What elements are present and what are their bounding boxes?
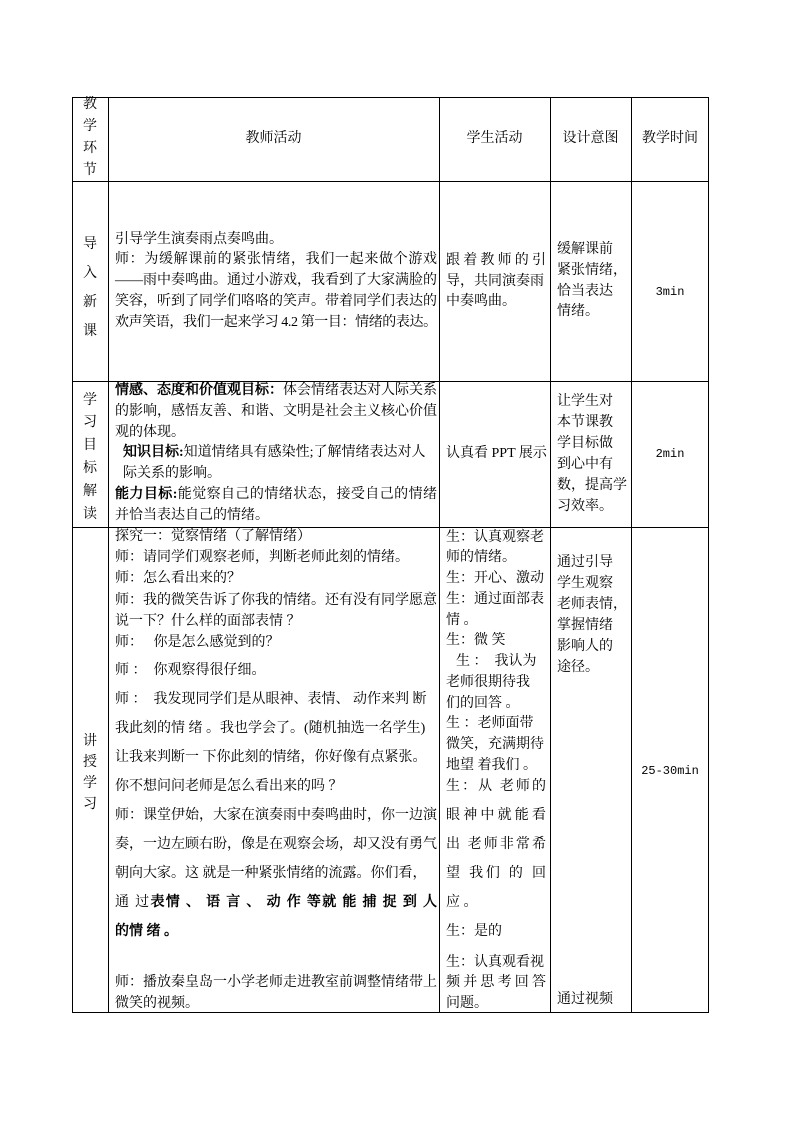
student-activity-line: 生：认真观看视	[446, 954, 544, 970]
teacher-activity-line: 微笑的视频。	[115, 995, 199, 1011]
header-teacher-activity: 教师活动	[245, 131, 302, 146]
design-intent-cell	[557, 989, 629, 1010]
design-intent-cell	[557, 240, 629, 323]
objective-label: 情感、态度和价值观目标：	[115, 383, 283, 398]
teacher-activity-line: 师：为缓解课前的紧张情绪，我们一起来做个游戏	[115, 252, 437, 268]
teacher-activity-line: 师：请同学们观察老师，判断老师此刻的情绪。	[115, 550, 409, 566]
design-intent-line: 学生观察	[557, 575, 613, 591]
teacher-activity-line: ——雨中奏鸣曲。通过小游戏，我看到了大家满脸的	[115, 273, 437, 289]
design-intent-line: 掌握情绪	[557, 617, 613, 633]
stage-cell	[72, 390, 108, 527]
objective-text: 能觉察自己的情绪状态，接受自己的情绪	[177, 486, 437, 502]
teacher-activity-line: 师：播放秦皇岛一小学老师走进教室前调整情绪带上	[115, 974, 437, 990]
student-activity-line: 生 ： 我认为	[456, 654, 537, 670]
teaching-stage-label: 学习目标解读	[83, 392, 97, 522]
design-intent-line: 数，提高学	[557, 477, 627, 493]
design-intent-cell	[557, 391, 629, 517]
teacher-activity-line: 师： 你是怎么感觉到的？	[115, 635, 280, 651]
teacher-activity-cell	[115, 972, 437, 1014]
design-intent-line: 途径。	[557, 659, 599, 675]
teacher-activity-line: 师：课堂伊始，大家在演奏雨中奏鸣曲时，你一边演	[115, 807, 437, 823]
student-activity-cell	[446, 444, 546, 464]
teacher-activity-line: 师：怎么看出来的？	[115, 571, 241, 587]
teacher-activity-line: 朝向大家。这 就是一种紧张情绪的流露。你们看，	[115, 865, 427, 881]
teacher-activity-line: 说一下？什么样的面部表情 ？	[115, 613, 301, 629]
student-activity-line: 师的情绪。	[446, 550, 516, 566]
design-intent-line: 情绪。	[557, 304, 599, 320]
student-activity-line: 地望 着我们 。	[446, 757, 537, 773]
column-divider	[108, 97, 109, 1013]
teacher-activity-line	[115, 485, 437, 506]
teaching-time-value: 2min	[655, 447, 685, 461]
student-activity-line: 望 我们 的 回	[446, 865, 546, 881]
objective-label: 能力目标:	[115, 486, 178, 502]
design-intent-line: 影响人的	[557, 638, 613, 654]
design-intent-line: 习效率。	[557, 498, 613, 514]
student-activity-line: 生 ：老师面带	[446, 716, 534, 732]
header-label: 教学环节	[83, 97, 97, 178]
teacher-activity-line	[115, 917, 437, 946]
design-intent-cell	[557, 552, 629, 678]
row-divider	[72, 181, 709, 182]
student-activity-line: 生：通过面部表	[446, 591, 544, 607]
student-activity-line: 生：认真观察老	[446, 529, 544, 545]
design-intent-line: 恰当表达	[557, 283, 613, 299]
stage-cell	[72, 731, 108, 815]
student-activity-line: 生：是的	[446, 923, 502, 939]
student-activity-line: 微笑，充满期待	[446, 737, 544, 753]
header-design-intent: 设计意图	[562, 131, 619, 146]
teacher-activity-cell	[115, 656, 437, 946]
student-activity-line: 跟着教师的引	[446, 253, 546, 268]
student-activity-line: 应 。	[446, 894, 478, 910]
design-intent-line: 通过视频	[557, 991, 613, 1007]
emphasis-text: 表情 、 语 言 、 动 作 等就 能 捕 捉 到 人	[150, 894, 438, 910]
header-student-activity: 学生活动	[466, 131, 523, 146]
line-text: 通 过	[115, 894, 151, 910]
student-activity-line: 中奏鸣曲。	[446, 294, 516, 309]
teacher-activity-line: 奏，一边左顾右盼，像是在观察会场，却又没有勇气	[115, 836, 437, 852]
student-activity-line: 生：微 笑	[446, 633, 506, 649]
student-activity-line: 认真看 PPT 展示	[446, 446, 547, 461]
objective-label: 知识目标:	[123, 445, 184, 461]
teacher-activity-line: 让我来判断一 下你此刻的情绪，你好像有点紧张。	[115, 749, 427, 765]
teacher-activity-line: 你不想问问老师是怎么看出来的吗 ？	[115, 778, 343, 794]
student-activity-line: 问题。	[446, 995, 488, 1011]
design-intent-line: 让学生对	[557, 393, 613, 409]
design-intent-line: 学目标做	[557, 435, 613, 451]
teacher-activity-line: 的影响，感悟友善、和谐、文明是社会主义核心价值	[115, 403, 437, 419]
teacher-activity-line	[115, 381, 437, 402]
design-intent-line: 本节课教	[557, 414, 613, 430]
teaching-time-value: 25-30min	[641, 764, 699, 778]
teacher-activity-line: 我此刻的情 绪 。我也学会了。(随机抽选一名学生)	[115, 720, 426, 736]
teacher-activity-cell	[115, 381, 437, 527]
objective-text: 体会情绪表达对人际关系	[283, 383, 437, 398]
teacher-activity-cell	[115, 230, 437, 334]
student-activity-line: 出 老师非常希	[446, 836, 546, 852]
design-intent-line: 老师表情，	[557, 596, 627, 612]
column-divider	[631, 97, 632, 1013]
student-activity-line: 导，共同演奏雨	[446, 273, 544, 289]
teacher-activity-cell	[115, 526, 437, 653]
header-teaching-stage	[72, 94, 108, 182]
teacher-activity-line	[115, 443, 437, 464]
student-activity-line: 老师很期待我	[446, 674, 530, 690]
teacher-activity-line: 师：我的微笑告诉了你我的情绪。还有没有同学愿意	[115, 592, 437, 608]
teacher-activity-line: 引导学生演奏雨点奏鸣曲。	[115, 231, 283, 247]
student-activity-line: 生：开心、激动	[446, 571, 544, 587]
teaching-stage-label: 导入新课	[83, 236, 97, 339]
design-intent-line: 紧张情绪，	[557, 262, 627, 278]
student-activity-cell	[446, 251, 546, 313]
teacher-activity-line: 欢声笑语，我们一起来学习 4.2 第一目：情绪的表达。	[115, 314, 437, 330]
design-intent-line: 通过引导	[557, 554, 613, 570]
column-divider	[550, 97, 551, 1013]
student-activity-line: 生：从 老师的	[446, 778, 546, 794]
teacher-activity-line: 师 ： 你观察得很仔细。	[115, 662, 266, 678]
header-teaching-time: 教学时间	[642, 131, 698, 146]
student-activity-cell	[446, 528, 546, 798]
design-intent-line: 到心中有	[557, 456, 613, 472]
teacher-activity-line: 观的体现。	[115, 424, 185, 440]
student-activity-line: 情 。	[446, 612, 478, 628]
teacher-activity-line: 探究一：觉察情绪（了解情绪）	[115, 529, 311, 544]
column-divider	[439, 97, 440, 1013]
teaching-stage-label: 讲授学习	[83, 734, 97, 812]
teacher-activity-line: 际关系的影响。	[123, 466, 221, 482]
teacher-activity-line: 并恰当表达自己的情绪。	[115, 507, 269, 523]
student-activity-cell	[446, 801, 546, 946]
student-activity-line: 们的回答 。	[446, 695, 520, 711]
teacher-activity-line	[115, 888, 437, 917]
stage-cell	[72, 230, 108, 346]
emphasis-text: 的情 绪 。	[115, 923, 178, 939]
student-activity-line: 眼神中就能看	[446, 807, 546, 823]
teacher-activity-line: 笑容，听到了同学们咯咯的笑声。带着同学们表达的	[115, 293, 437, 309]
student-activity-line: 频并思考回答	[446, 975, 546, 991]
objective-text: 知道情绪具有感染性;了解情绪表达对人	[183, 445, 426, 461]
teacher-activity-line: 师 ： 我发现同学们是从眼神、表情、 动作来判 断	[115, 691, 427, 707]
student-activity-cell	[446, 953, 546, 1015]
design-intent-line: 缓解课前	[557, 242, 613, 257]
teaching-time-value: 3min	[655, 285, 685, 299]
